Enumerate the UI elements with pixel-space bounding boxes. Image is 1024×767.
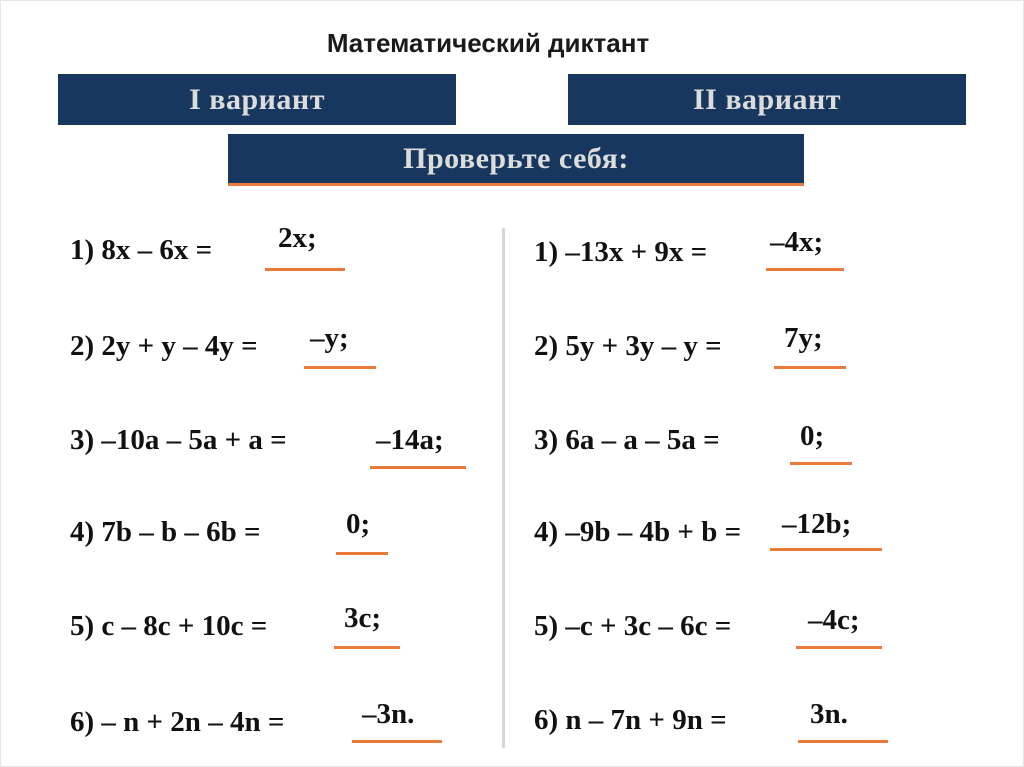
v2-answer-5: –4c;	[808, 604, 860, 636]
v1-answer-1-underline	[265, 268, 345, 271]
check-yourself-banner: Проверьте себя:	[228, 134, 804, 186]
v1-problem-6: 6) – n + 2n – 4n =	[70, 706, 285, 738]
v1-problem-1: 1) 8x – 6x =	[70, 234, 213, 266]
v2-problem-2: 2) 5y + 3y – y =	[534, 330, 722, 362]
v2-answer-6-underline	[798, 740, 888, 743]
v2-answer-2: 7y;	[784, 322, 823, 354]
column-divider	[502, 228, 505, 748]
v2-answer-5-underline	[796, 646, 882, 649]
v2-answer-2-underline	[774, 366, 846, 369]
v1-answer-5: 3c;	[344, 602, 382, 634]
v1-answer-3-underline	[370, 466, 466, 469]
v1-problem-2: 2) 2y + y – 4y =	[70, 330, 258, 362]
v2-problem-6: 6) n – 7n + 9n =	[534, 704, 727, 736]
v2-answer-3-underline	[790, 462, 852, 465]
page-title: Математический диктант	[326, 28, 650, 58]
variant-2-banner: II вариант	[568, 74, 966, 125]
v1-answer-6-underline	[352, 740, 442, 743]
v1-answer-6: –3n.	[362, 698, 415, 730]
v1-problem-5: 5) c – 8c + 10c =	[70, 610, 268, 642]
v1-problem-3: 3) –10a – 5a + a =	[70, 424, 287, 456]
v2-answer-3: 0;	[800, 420, 825, 452]
v2-answer-4: –12b;	[782, 508, 852, 540]
v2-problem-3: 3) 6a – a – 5a =	[534, 424, 720, 456]
v2-problem-4: 4) –9b – 4b + b =	[534, 516, 742, 548]
v1-answer-1: 2x;	[278, 222, 317, 254]
v1-answer-3: –14a;	[376, 424, 444, 456]
variant-1-banner: I вариант	[58, 74, 456, 125]
v1-answer-5-underline	[334, 646, 400, 649]
v2-answer-1: –4x;	[770, 226, 824, 258]
v2-answer-6: 3n.	[810, 698, 848, 730]
v1-answer-4: 0;	[346, 508, 371, 540]
v1-answer-2-underline	[304, 366, 376, 369]
v2-problem-5: 5) –c + 3c – 6c =	[534, 610, 732, 642]
v1-answer-2: –y;	[310, 322, 349, 354]
v1-answer-4-underline	[336, 552, 388, 555]
v2-problem-1: 1) –13x + 9x =	[534, 236, 708, 268]
v2-answer-4-underline	[770, 548, 882, 551]
v1-problem-4: 4) 7b – b – 6b =	[70, 516, 261, 548]
v2-answer-1-underline	[766, 268, 844, 271]
